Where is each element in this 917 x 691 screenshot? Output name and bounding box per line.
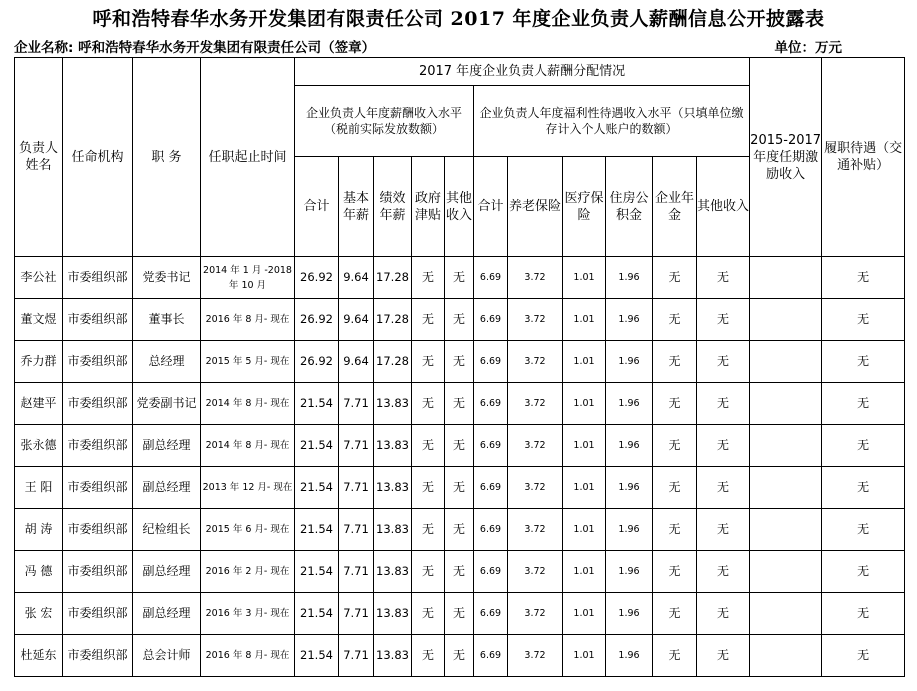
cell-org: 市委组织部 (63, 551, 133, 593)
cell-total: 21.54 (295, 425, 339, 467)
cell-housing-fund: 1.96 (606, 383, 653, 425)
table-row (15, 467, 905, 509)
cell-incentive (750, 257, 822, 299)
header-gov-allowance: 政府津贴 (412, 157, 445, 257)
table-row (15, 299, 905, 341)
cell-annuity: 无 (653, 593, 697, 635)
cell-org: 市委组织部 (63, 509, 133, 551)
cell-position: 总经理 (133, 341, 201, 383)
cell-welfare-other: 无 (697, 635, 750, 677)
cell-gov-allowance: 无 (412, 635, 445, 677)
cell-other-income: 无 (445, 467, 474, 509)
cell-total: 26.92 (295, 341, 339, 383)
cell-duty-allowance: 无 (822, 467, 905, 509)
cell-gov-allowance: 无 (412, 299, 445, 341)
cell-base-salary: 7.71 (339, 425, 374, 467)
cell-medical: 1.01 (563, 509, 606, 551)
cell-welfare-other: 无 (697, 299, 750, 341)
cell-position: 总会计师 (133, 635, 201, 677)
cell-performance-salary: 13.83 (374, 467, 412, 509)
cell-base-salary: 7.71 (339, 551, 374, 593)
cell-term: 2013 年 12 月- 现在 (201, 467, 295, 509)
cell-other-income: 无 (445, 635, 474, 677)
cell-base-salary: 7.71 (339, 383, 374, 425)
cell-pension: 3.72 (508, 593, 563, 635)
cell-gov-allowance: 无 (412, 509, 445, 551)
cell-annuity: 无 (653, 467, 697, 509)
cell-performance-salary: 13.83 (374, 383, 412, 425)
cell-medical: 1.01 (563, 467, 606, 509)
cell-pension: 3.72 (508, 425, 563, 467)
cell-welfare-total: 6.69 (474, 257, 508, 299)
cell-annuity: 无 (653, 341, 697, 383)
cell-org: 市委组织部 (63, 383, 133, 425)
salary-table (14, 57, 905, 677)
header-term: 任职起止时间 (201, 58, 295, 257)
cell-annuity: 无 (653, 383, 697, 425)
header-annuity: 企业年金 (653, 157, 697, 257)
cell-duty-allowance: 无 (822, 341, 905, 383)
cell-incentive (750, 299, 822, 341)
cell-incentive (750, 341, 822, 383)
cell-term: 2014 年 8 月- 现在 (201, 425, 295, 467)
cell-duty-allowance: 无 (822, 551, 905, 593)
cell-welfare-other: 无 (697, 593, 750, 635)
cell-housing-fund: 1.96 (606, 425, 653, 467)
cell-pension: 3.72 (508, 551, 563, 593)
cell-pension: 3.72 (508, 635, 563, 677)
cell-performance-salary: 13.83 (374, 551, 412, 593)
header-pension: 养老保险 (508, 157, 563, 257)
cell-total: 21.54 (295, 509, 339, 551)
cell-medical: 1.01 (563, 551, 606, 593)
cell-gov-allowance: 无 (412, 467, 445, 509)
table-row (15, 593, 905, 635)
cell-welfare-other: 无 (697, 467, 750, 509)
header-other-income: 其他收入 (445, 157, 474, 257)
cell-housing-fund: 1.96 (606, 551, 653, 593)
cell-org: 市委组织部 (63, 593, 133, 635)
cell-incentive (750, 467, 822, 509)
cell-duty-allowance: 无 (822, 383, 905, 425)
cell-welfare-other: 无 (697, 551, 750, 593)
cell-other-income: 无 (445, 551, 474, 593)
header-position: 职 务 (133, 58, 201, 257)
cell-welfare-total: 6.69 (474, 593, 508, 635)
cell-total: 21.54 (295, 593, 339, 635)
cell-term: 2016 年 8 月- 现在 (201, 635, 295, 677)
cell-housing-fund: 1.96 (606, 257, 653, 299)
cell-total: 26.92 (295, 257, 339, 299)
cell-medical: 1.01 (563, 341, 606, 383)
table-row (15, 551, 905, 593)
cell-base-salary: 9.64 (339, 257, 374, 299)
cell-gov-allowance: 无 (412, 551, 445, 593)
table-row (15, 509, 905, 551)
table-row (15, 341, 905, 383)
cell-position: 党委副书记 (133, 383, 201, 425)
cell-base-salary: 7.71 (339, 593, 374, 635)
cell-name: 董文煜 (15, 299, 63, 341)
cell-other-income: 无 (445, 341, 474, 383)
header-performance-salary: 绩效年薪 (374, 157, 412, 257)
cell-other-income: 无 (445, 299, 474, 341)
cell-term: 2014 年 1 月 -2018 年 10 月 (201, 257, 295, 299)
subheader (14, 36, 904, 56)
cell-total: 26.92 (295, 299, 339, 341)
cell-duty-allowance: 无 (822, 257, 905, 299)
cell-name: 杜延东 (15, 635, 63, 677)
cell-duty-allowance: 无 (822, 635, 905, 677)
cell-incentive (750, 635, 822, 677)
cell-term: 2014 年 8 月- 现在 (201, 383, 295, 425)
cell-other-income: 无 (445, 383, 474, 425)
cell-org: 市委组织部 (63, 299, 133, 341)
cell-incentive (750, 383, 822, 425)
unit-label: 单位：万元 (774, 40, 842, 56)
cell-org: 市委组织部 (63, 467, 133, 509)
cell-name: 胡 涛 (15, 509, 63, 551)
table-row (15, 383, 905, 425)
cell-annuity: 无 (653, 635, 697, 677)
table-row (15, 635, 905, 677)
header-2017-distribution: 2017 年度企业负责人薪酬分配情况 (295, 58, 750, 86)
header-base-salary: 基本年薪 (339, 157, 374, 257)
table-row (15, 425, 905, 467)
cell-medical: 1.01 (563, 425, 606, 467)
cell-term: 2015 年 6 月- 现在 (201, 509, 295, 551)
cell-performance-salary: 17.28 (374, 341, 412, 383)
cell-medical: 1.01 (563, 383, 606, 425)
cell-name: 乔力群 (15, 341, 63, 383)
cell-pension: 3.72 (508, 341, 563, 383)
cell-position: 纪检组长 (133, 509, 201, 551)
cell-incentive (750, 425, 822, 467)
cell-org: 市委组织部 (63, 341, 133, 383)
cell-performance-salary: 13.83 (374, 425, 412, 467)
cell-incentive (750, 509, 822, 551)
cell-performance-salary: 17.28 (374, 257, 412, 299)
cell-welfare-total: 6.69 (474, 467, 508, 509)
cell-term: 2015 年 5 月- 现在 (201, 341, 295, 383)
cell-other-income: 无 (445, 509, 474, 551)
header-duty-allowance: 履职待遇（交通补贴） (822, 58, 905, 257)
company-name: 企业名称: 呼和浩特春华水务开发集团有限责任公司（签章） (14, 40, 376, 56)
cell-base-salary: 7.71 (339, 635, 374, 677)
cell-welfare-total: 6.69 (474, 425, 508, 467)
cell-welfare-total: 6.69 (474, 635, 508, 677)
cell-incentive (750, 551, 822, 593)
header-medical: 医疗保险 (563, 157, 606, 257)
cell-welfare-total: 6.69 (474, 299, 508, 341)
table-row (15, 257, 905, 299)
cell-position: 董事长 (133, 299, 201, 341)
header-welfare-total: 合计 (474, 157, 508, 257)
cell-gov-allowance: 无 (412, 383, 445, 425)
cell-pension: 3.72 (508, 257, 563, 299)
cell-medical: 1.01 (563, 635, 606, 677)
cell-other-income: 无 (445, 257, 474, 299)
cell-medical: 1.01 (563, 257, 606, 299)
cell-annuity: 无 (653, 551, 697, 593)
header-annual-income: 企业负责人年度薪酬收入水平（税前实际发放数额） (295, 86, 474, 157)
cell-housing-fund: 1.96 (606, 635, 653, 677)
cell-incentive (750, 593, 822, 635)
header-welfare-other: 其他收入 (697, 157, 750, 257)
cell-annuity: 无 (653, 425, 697, 467)
cell-total: 21.54 (295, 635, 339, 677)
page-title: 呼和浩特春华水务开发集团有限责任公司 2017 年度企业负责人薪酬信息公开披露表 (92, 8, 825, 30)
cell-welfare-other: 无 (697, 341, 750, 383)
cell-total: 21.54 (295, 551, 339, 593)
cell-base-salary: 9.64 (339, 341, 374, 383)
cell-term: 2016 年 8 月- 现在 (201, 299, 295, 341)
cell-annuity: 无 (653, 257, 697, 299)
cell-position: 党委书记 (133, 257, 201, 299)
cell-duty-allowance: 无 (822, 593, 905, 635)
cell-pension: 3.72 (508, 509, 563, 551)
cell-position: 副总经理 (133, 425, 201, 467)
cell-welfare-total: 6.69 (474, 383, 508, 425)
cell-gov-allowance: 无 (412, 341, 445, 383)
cell-term: 2016 年 2 月- 现在 (201, 551, 295, 593)
cell-name: 冯 德 (15, 551, 63, 593)
cell-performance-salary: 13.83 (374, 635, 412, 677)
header-org: 任命机构 (63, 58, 133, 257)
cell-gov-allowance: 无 (412, 593, 445, 635)
cell-duty-allowance: 无 (822, 509, 905, 551)
cell-other-income: 无 (445, 425, 474, 467)
cell-performance-salary: 13.83 (374, 593, 412, 635)
cell-welfare-total: 6.69 (474, 551, 508, 593)
header-welfare: 企业负责人年度福利性待遇收入水平（只填单位缴存计入个人账户的数额） (474, 86, 750, 157)
cell-housing-fund: 1.96 (606, 299, 653, 341)
cell-housing-fund: 1.96 (606, 509, 653, 551)
cell-pension: 3.72 (508, 383, 563, 425)
cell-name: 王 阳 (15, 467, 63, 509)
cell-name: 李公社 (15, 257, 63, 299)
cell-welfare-total: 6.69 (474, 509, 508, 551)
cell-gov-allowance: 无 (412, 425, 445, 467)
cell-term: 2016 年 3 月- 现在 (201, 593, 295, 635)
cell-welfare-other: 无 (697, 257, 750, 299)
header-total: 合计 (295, 157, 339, 257)
cell-welfare-other: 无 (697, 383, 750, 425)
cell-total: 21.54 (295, 467, 339, 509)
cell-housing-fund: 1.96 (606, 341, 653, 383)
cell-pension: 3.72 (508, 467, 563, 509)
cell-position: 副总经理 (133, 551, 201, 593)
cell-base-salary: 7.71 (339, 467, 374, 509)
cell-pension: 3.72 (508, 299, 563, 341)
header-name: 负责人姓名 (15, 58, 63, 257)
header-incentive: 2015-2017 年度任期激励收入 (750, 58, 822, 257)
cell-org: 市委组织部 (63, 425, 133, 467)
cell-gov-allowance: 无 (412, 257, 445, 299)
cell-welfare-other: 无 (697, 425, 750, 467)
cell-performance-salary: 17.28 (374, 299, 412, 341)
cell-housing-fund: 1.96 (606, 467, 653, 509)
cell-housing-fund: 1.96 (606, 593, 653, 635)
cell-name: 赵建平 (15, 383, 63, 425)
cell-base-salary: 7.71 (339, 509, 374, 551)
header-housing-fund: 住房公积金 (606, 157, 653, 257)
cell-welfare-other: 无 (697, 509, 750, 551)
cell-name: 张 宏 (15, 593, 63, 635)
cell-duty-allowance: 无 (822, 299, 905, 341)
cell-other-income: 无 (445, 593, 474, 635)
cell-org: 市委组织部 (63, 257, 133, 299)
cell-annuity: 无 (653, 509, 697, 551)
cell-total: 21.54 (295, 383, 339, 425)
cell-annuity: 无 (653, 299, 697, 341)
cell-welfare-total: 6.69 (474, 341, 508, 383)
cell-medical: 1.01 (563, 593, 606, 635)
cell-base-salary: 9.64 (339, 299, 374, 341)
cell-medical: 1.01 (563, 299, 606, 341)
cell-name: 张永德 (15, 425, 63, 467)
cell-performance-salary: 13.83 (374, 509, 412, 551)
cell-org: 市委组织部 (63, 635, 133, 677)
cell-position: 副总经理 (133, 593, 201, 635)
cell-position: 副总经理 (133, 467, 201, 509)
cell-duty-allowance: 无 (822, 425, 905, 467)
